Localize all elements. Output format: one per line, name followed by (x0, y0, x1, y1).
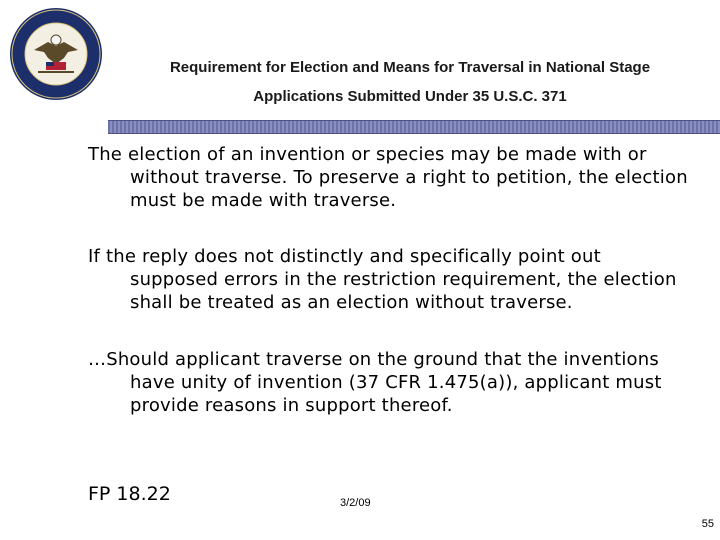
page-number: 55 (701, 518, 714, 530)
paragraph-continuation: supposed errors in the restriction requirement, the election shall be treated as an election without traverse. (130, 269, 677, 313)
paragraph-election-traverse (88, 143, 708, 212)
paragraph-first-line: The election of an invention or species may be made with or (88, 144, 647, 165)
form-paragraph-reference: FP 18.22 (88, 483, 171, 505)
paragraph-continuation: have unity of invention (37 CFR 1.475(a)), applicant must provide reasons in support thereof. (130, 372, 662, 416)
header-divider (108, 120, 720, 134)
uspto-seal-logo (8, 6, 104, 102)
paragraph-unity-of-invention (88, 348, 708, 417)
paragraph-reply-errors (88, 245, 708, 314)
slide-title-line-2: Applications Submitted Under 35 U.S.C. 371 (253, 88, 567, 105)
paragraph-first-line: …Should applicant traverse on the ground that the inventions (88, 349, 659, 370)
paragraph-first-line: If the reply does not distinctly and specifically point out (88, 246, 601, 267)
slide-title-line-1: Requirement for Election and Means for Traversal in National Stage (169, 59, 651, 76)
paragraph-continuation: without traverse. To preserve a right to petition, the election must be made with traverse. (130, 167, 688, 211)
slide-date: 3/2/09 (340, 497, 371, 509)
